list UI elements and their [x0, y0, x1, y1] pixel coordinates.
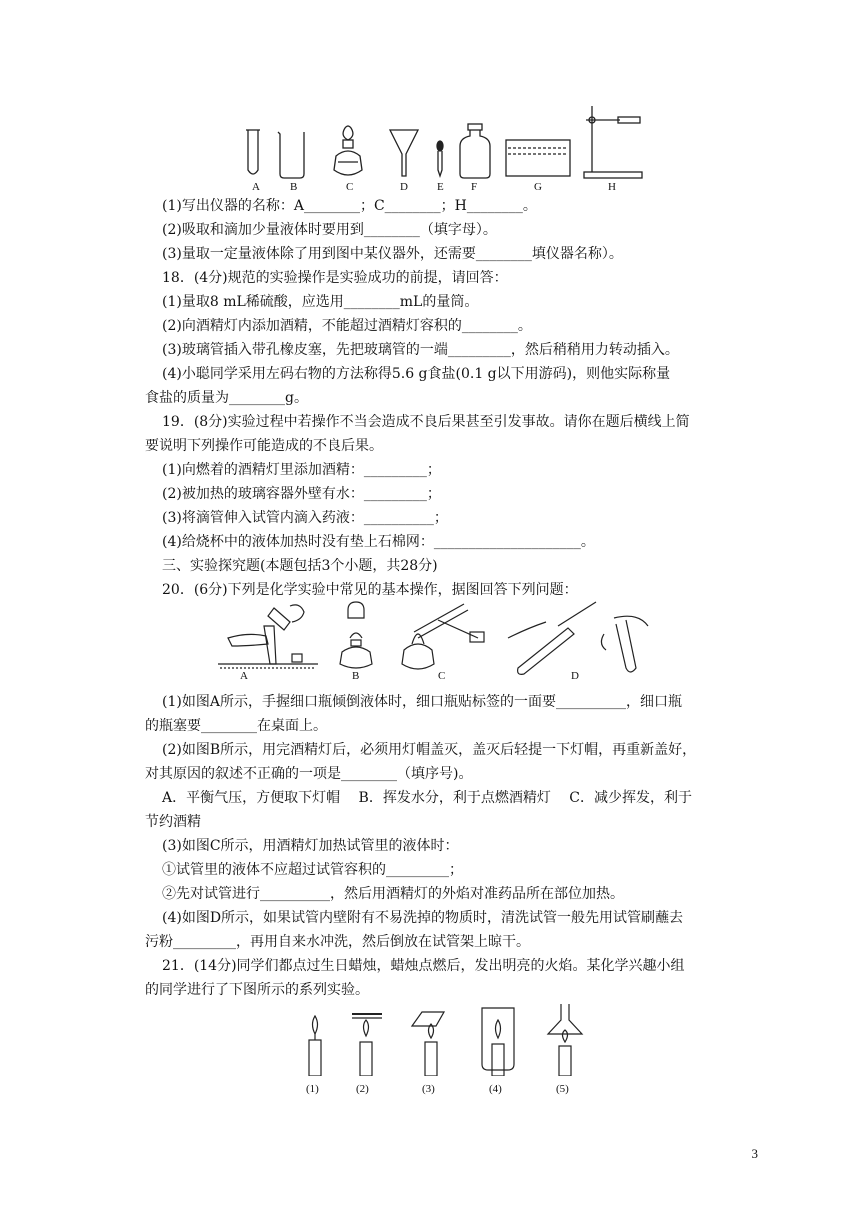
q21-heading-b: 的同学进行了下图所示的系列实验。 — [145, 982, 369, 998]
washing-test-tube-icon — [508, 602, 648, 674]
q20-label-d: D — [571, 670, 579, 682]
alcohol-lamp-icon — [334, 126, 362, 175]
water-trough-icon — [506, 140, 570, 176]
candle-1-icon — [309, 1016, 321, 1076]
q20-sub4b: 污粉_________，再用自来水冲洗，然后倒放在试管架上晾干。 — [145, 934, 530, 950]
q19-sub3: (3)将滴管伸入试管内滴入药液：__________； — [162, 510, 448, 526]
q20-sub1a: (1)如图A所示，手握细口瓶倾倒液体时，细口瓶贴标签的一面要__________，细口瓶 — [162, 694, 682, 710]
q18-heading: 18．(4分)规范的实验操作是实验成功的前提，请回答： — [162, 270, 508, 286]
operations-figure — [218, 598, 658, 684]
label-a: A — [252, 181, 260, 193]
q19-sub1: (1)向燃着的酒精灯里添加酒精：_________； — [162, 462, 441, 478]
candle-2-icon — [352, 1014, 382, 1076]
q20-sub2a: (2)如图B所示，用完酒精灯后，必须用灯帽盖灭，盖灭后轻提一下灯帽，再重新盖好， — [162, 742, 697, 758]
q18-sub1: (1)量取8 mL稀硫酸，应选用________mL的量筒。 — [162, 294, 479, 310]
q18-sub4a: (4)小聪同学采用左码右物的方法称得5.6 g食盐(0.1 g以下用游码)，则他实际称量 — [162, 366, 671, 382]
pouring-liquid-icon — [218, 605, 318, 668]
q20-heading: 20．(6分)下列是化学实验中常见的基本操作，据图回答下列问题： — [162, 582, 578, 598]
q20-label-c: C — [438, 670, 446, 682]
candles-figure — [296, 1004, 586, 1095]
candle-label-4: (4) — [489, 1083, 502, 1095]
label-f: F — [471, 181, 478, 193]
q20-sub1b: 的瓶塞要________在桌面上。 — [145, 718, 327, 734]
q20-label-b: B — [352, 670, 360, 682]
q18-sub4b: 食盐的质量为________g。 — [145, 390, 308, 406]
q19-heading-a: 19．(8分)实验过程中若操作不当会造成不良后果甚至引发事故。请你在题后横线上简 — [162, 414, 690, 430]
funnel-icon — [390, 130, 418, 176]
label-d: D — [400, 181, 408, 193]
q20-options-a: A．平衡气压，方便取下灯帽 B．挥发水分，利于点燃酒精灯 C．减少挥发，利于 — [162, 790, 693, 806]
beaker-icon — [278, 132, 304, 178]
label-g: G — [534, 181, 542, 193]
section-3-title: 三、实验探究题(本题包括3个小题，共28分) — [162, 558, 438, 574]
label-e: E — [437, 181, 444, 193]
reagent-bottle-icon — [460, 124, 490, 178]
label-h: H — [608, 181, 616, 193]
candle-3-icon — [412, 1012, 444, 1076]
q20-sub3-1: ①试管里的液体不应超过试管容积的_________； — [162, 862, 463, 878]
alcohol-lamp-cap-icon — [340, 602, 372, 668]
q18-sub2: (2)向酒精灯内添加酒精，不能超过酒精灯容积的________。 — [162, 318, 532, 334]
q19-sub2: (2)被加热的玻璃容器外壁有水：_________； — [162, 486, 441, 502]
label-b: B — [290, 181, 298, 193]
q17-sub1: (1)写出仪器的名称：A________；C________；H________。 — [162, 198, 537, 214]
q20-sub3: (3)如图C所示，用酒精灯加热试管里的液体时： — [162, 838, 459, 854]
q20-sub3-2: ②先对试管进行__________，然后用酒精灯的外焰对准药品所在部位加热。 — [162, 886, 624, 902]
q19-sub4: (4)给烧杯中的液体加热时没有垫上石棉网：_____________________。 — [162, 534, 595, 550]
candle-4-icon — [482, 1008, 514, 1076]
dropper-icon — [437, 141, 443, 176]
candle-label-3: (3) — [422, 1083, 435, 1095]
candle-label-5: (5) — [556, 1083, 569, 1095]
heating-test-tube-icon — [402, 604, 484, 669]
q20-sub4a: (4)如图D所示，如果试管内壁附有不易洗掉的物质时，清洗试管一般先用试管刷蘸去 — [162, 910, 684, 926]
q20-label-a: A — [240, 670, 248, 682]
page-number: 3 — [751, 1146, 758, 1161]
candle-label-1: (1) — [306, 1083, 319, 1095]
candle-5-icon — [548, 1004, 582, 1076]
test-tube-icon — [246, 130, 260, 174]
q20-options-b: 节约酒精 — [145, 814, 201, 830]
candle-label-2: (2) — [356, 1083, 369, 1095]
q20-sub2b: 对其原因的叙述不正确的一项是________（填序号)。 — [145, 766, 473, 782]
q19-heading-b: 要说明下列操作可能造成的不良后果。 — [145, 438, 383, 454]
label-c: C — [346, 181, 354, 193]
instruments-figure — [240, 100, 660, 196]
q17-sub2: (2)吸取和滴加少量液体时要用到________（填字母）。 — [162, 222, 497, 238]
q18-sub3: (3)玻璃管插入带孔橡皮塞，先把玻璃管的一端_________，然后稍稍用力转动插入。 — [162, 342, 679, 358]
q17-sub3: (3)量取一定量液体除了用到图中某仪器外，还需要________填仪器名称）。 — [162, 246, 623, 262]
iron-stand-icon — [584, 106, 642, 178]
q21-heading-a: 21．(14分)同学们都点过生日蜡烛，蜡烛点燃后，发出明亮的火焰。某化学兴趣小组 — [162, 958, 685, 974]
